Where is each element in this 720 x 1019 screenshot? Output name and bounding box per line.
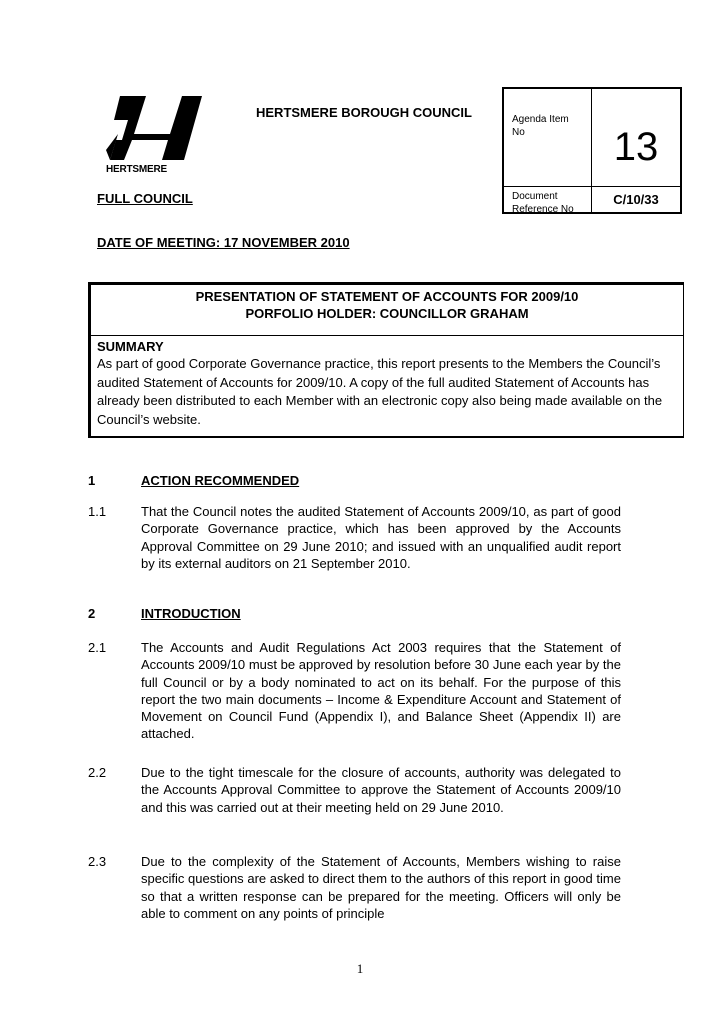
section-heading: ACTION RECOMMENDED — [141, 473, 300, 488]
summary-box — [88, 282, 684, 438]
document-reference-label: Document Reference No — [512, 191, 574, 215]
reference-box — [502, 87, 682, 214]
paragraph-text: The Accounts and Audit Regulations Act 2003 requires that the Statement of Accounts 2009/10 must be approved by resolution before 30 June each year by the full Council or by a body nominated to act on its behalf. For the purpose of this report the two main documents – Income & Expenditure Account and Statement of Movement on Council Fund (Appendix I), and Balance Sheet (Appendix II) are attached. — [141, 640, 621, 742]
section-number: 2 — [88, 606, 96, 621]
paragraph-text: That the Council notes the audited Statement of Accounts 2009/10, as part of good Corporate Governance practice, which has been approved by the Accounts Approval Committee on 29 June 2010; and issued with an unqualified audit report by its external auditors on 21 September 2010. — [141, 504, 621, 571]
report-title-line: PRESENTATION OF STATEMENT OF ACCOUNTS FOR 2009/10 — [195, 289, 579, 304]
paragraph-text: Due to the complexity of the Statement of Accounts, Members wishing to raise specific questions are asked to direct them to the authors of this report in good time so that a written response can be prepared for the meeting. Officers will only be able to comment on any points of principle — [141, 854, 621, 921]
divider — [91, 335, 683, 336]
summary-text: As part of good Corporate Governance practice, this report presents to the Members the Council’s audited Statement of Accounts for 2009/10. A copy of the full audited Statement of Accounts has already been distributed to each Member with an electronic copy also being made available on the Council’s website. — [97, 356, 663, 427]
section-heading: INTRODUCTION — [141, 606, 241, 621]
section-number: 1 — [88, 473, 96, 488]
paragraph-text: Due to the tight timescale for the closure of accounts, authority was delegated to the Accounts Approval Committee to approve the Statement of Accounts 2009/10 and this was carried out at their meeting held on 29 June 2010. — [141, 765, 621, 815]
agenda-item-label: Agenda Item No — [512, 114, 569, 138]
portfolio-holder-line: PORFOLIO HOLDER: COUNCILLOR GRAHAM — [245, 306, 529, 321]
agenda-item-number: 13 — [613, 125, 659, 169]
page-number: 1 — [356, 961, 364, 976]
paragraph-number: 2.3 — [88, 854, 107, 869]
meeting-body: FULL COUNCIL — [97, 191, 193, 206]
paragraph-number: 2.1 — [88, 640, 107, 655]
report-title — [91, 288, 683, 322]
document-reference-value: C/10/33 — [613, 192, 659, 207]
divider — [504, 186, 680, 187]
council-name: HERTSMERE BOROUGH COUNCIL — [256, 105, 472, 120]
meeting-date: DATE OF MEETING: 17 NOVEMBER 2010 — [97, 235, 350, 250]
logo-wordmark: HERTSMERE — [106, 164, 167, 175]
summary-heading: SUMMARY — [97, 339, 164, 354]
paragraph-number: 1.1 — [88, 504, 107, 519]
paragraph-number: 2.2 — [88, 765, 107, 780]
